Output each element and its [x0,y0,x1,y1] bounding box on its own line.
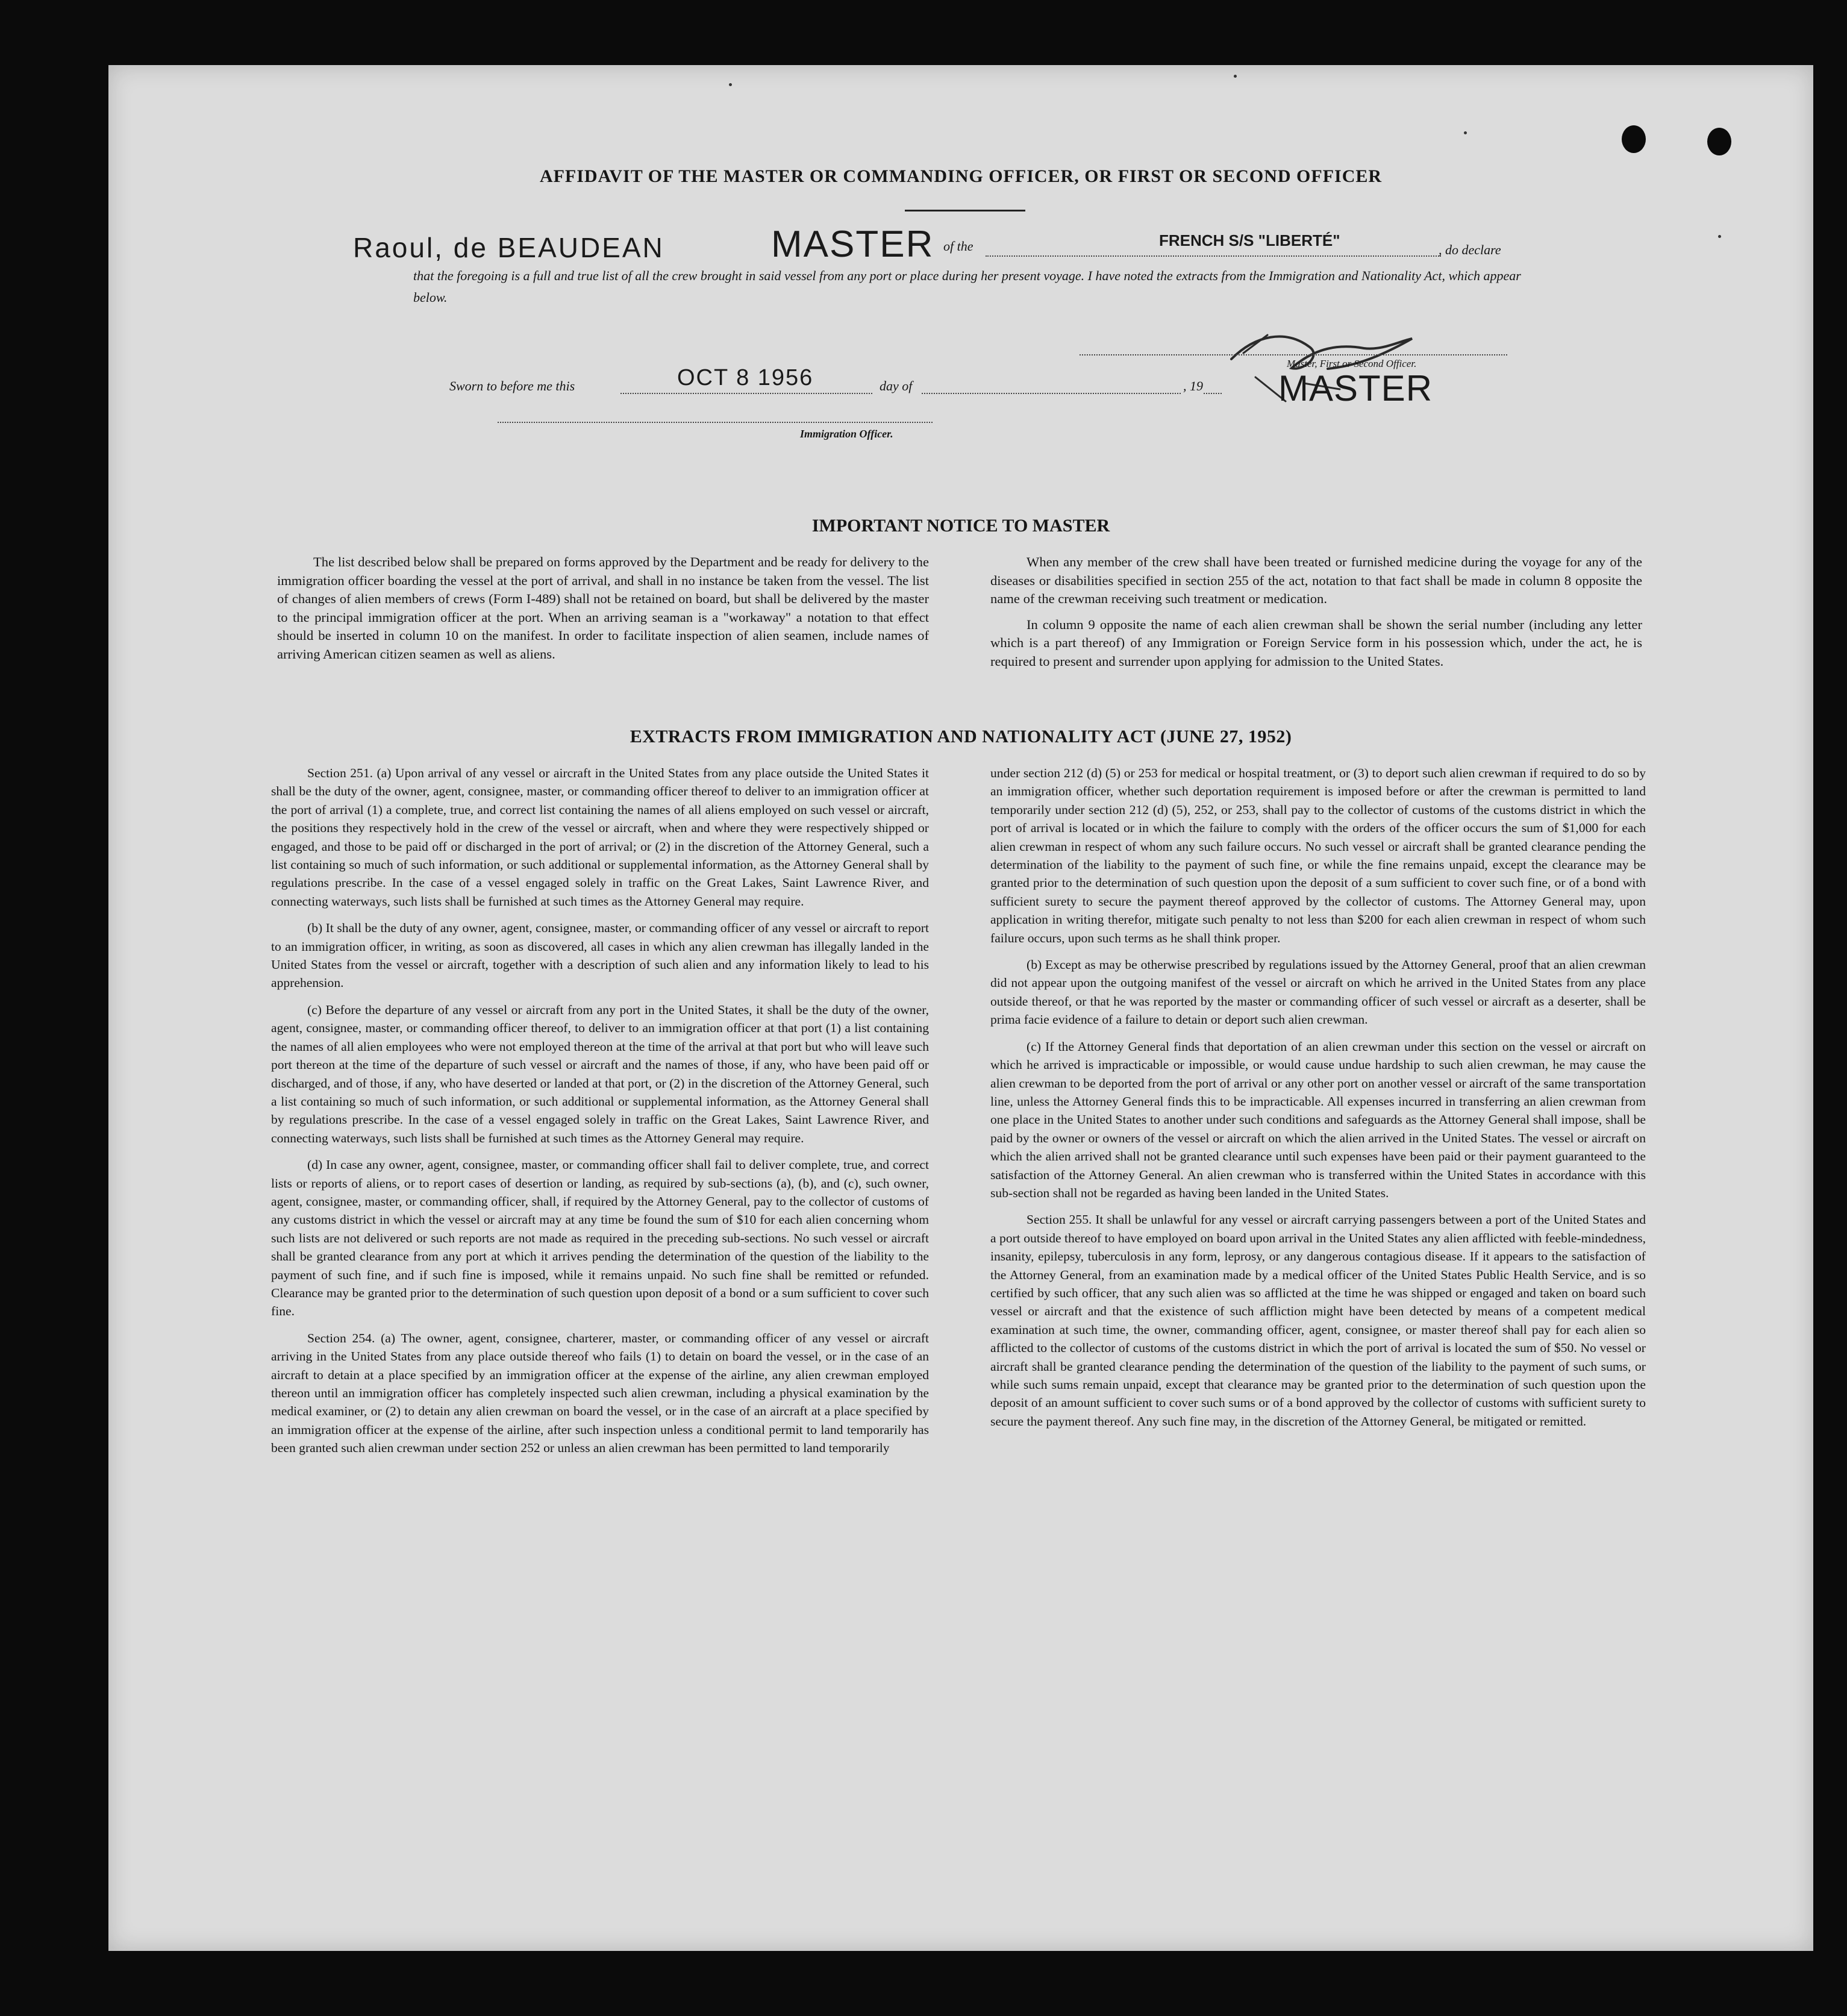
master-name-stamp: Raoul, de BEAUDEAN [353,232,664,263]
notice-right-column [990,553,1642,678]
extracts-right-column [990,764,1646,1439]
vessel-name-stamp: FRENCH S/S "LIBERTÉ" [1159,231,1340,249]
document-page [108,65,1813,1951]
affidavit-title: AFFIDAVIT OF THE MASTER OR COMMANDING OFFICER, OR FIRST OR SECOND OFFICER [539,166,1383,186]
title-divider [905,210,1025,211]
rank-stamp: MASTER [771,224,934,265]
speck [729,83,732,86]
law-paragraph: (b) Except as may be otherwise prescribed by regulations issued by the Attorney General, proof that an alien crewman did not appear upon the outgoing manifest of the vessel or aircraft on which he arrived in the United States from any place outside thereof, or that he was reported by the master or commanding officer of such vessel or aircraft as a deserter, shall be prima facie evidence of a failure to detain or deport such alien crewman. [990,957,1646,1027]
sworn-label: Sworn to before me this [449,378,575,393]
year-label: , 19 [1183,378,1203,393]
officer-signature-line [498,422,933,423]
notice-paragraph: In column 9 opposite the name of each alien crewman shall be shown the serial number (including any letter which is a part thereof) of any Immigration or Foreign Service form in his possession which, under the act, he is required to present and surrender upon applying for admission to the United States. [990,616,1642,669]
year-line [1204,393,1222,394]
law-paragraph: Section 255. It shall be unlawful for any vessel or aircraft carrying passengers between a port of the United States and a port outside thereof to have employed on board upon arrival in the United States any alien afflicted with feeble-mindedness, insanity, epilepsy, tuberculosis in any form, leprosy, or any dangerous contagious disease. If it appears to the satisfaction of the Attorney General, from an examination made by a medical officer of the United States Public Health Service, and is so certified by such officer, that any such alien was so afflicted at the time he was shipped or engaged and taken on board such vessel or aircraft and that the existence of such affliction might have been detected by means of a competent medical examination at such time, the owner, commanding officer, agent, consignee, or master thereof shall pay for each alien so afflicted to the collector of customs of the customs district in which the port of arrival is located the sum of $50. No vessel or aircraft shall be granted clearance pending the determination of the question of the liability to the payment of such sums, or while such sums remain unpaid, except that clearance may be granted prior to the determination of such question upon the deposit of an amount sufficient to cover such sums or of a bond approved by the collector of customs with sufficient surety to secure the payment thereof. Any such fine may, in the discretion of the Attorney General, be mitigated or remitted. [990,1212,1646,1429]
signer-rank-stamp: MASTER [1278,368,1433,409]
speck [1464,131,1467,134]
day-of-label: day of [880,378,913,393]
month-line [922,393,1181,394]
signer-label: Master, First or Second Officer. [1287,358,1417,369]
officer-label: Immigration Officer. [800,428,893,440]
date-stamp: OCT 8 1956 [677,365,814,390]
date-line [620,393,872,394]
punch-hole [1622,125,1646,153]
law-paragraph: (c) If the Attorney General finds that deportation of an alien crewman under this section on the vessel or aircraft on which he arrived is impracticable or impossible, or would cause undue hardship to such alien crewman, he may cause the alien crewman to be deported from the port of arrival or any other port on another vessel or aircraft of the same transportation line, unless the Attorney General finds this to be impracticable. All expenses incurred in transferring an alien crewman from one place in the United States to another under such conditions and safeguards as the Attorney General shall impose, shall be paid by the owner or owners of the vessel or aircraft on which the alien arrived in the United States. The vessel or aircraft on which the alien arrived shall not be granted clearance until such expenses have been paid or their payment guaranteed to the satisfaction of the Attorney General. An alien crewman who is transferred within the United States in accordance with this sub-section shall not be regarded as having been landed in the United States. [990,1039,1646,1200]
law-paragraph: Section 251. (a) Upon arrival of any vessel or aircraft in the United States from any place outside the United States it shall be the duty of the owner, agent, consignee, master, or commanding officer thereof to deliver to an immigration officer at the port of arrival (1) a complete, true, and correct list containing the names of all aliens employed on such vessel or aircraft, the positions they respectively hold in the crew of the vessel or aircraft, when and where they were respectively shipped or engaged, and those to be paid off or discharged in the port of arrival; or (2) in the discretion of the Attorney General, such a list containing so much of such information, or such additional or supplemental information, as the Attorney General shall by regulations prescribe. In the case of a vessel engaged solely in traffic on the Great Lakes, Saint Lawrence River, and connecting waterways, such lists shall be furnished at such times as the Attorney General may require. [271,766,929,909]
notice-left-column [277,553,929,671]
extracts-left-column [271,764,929,1466]
declaration-text: that the foregoing is a full and true list of all the crew brought in said vessel from any port or place during her present voyage. I have noted the extracts from the Immigration and Nationality Act, which appear below. [413,268,1521,305]
notice-paragraph: When any member of the crew shall have been treated or furnished medicine during the voyage for any of the diseases or disabilities specified in section 255 of the act, notation to that fact shall be made in column 8 opposite the name of the crewman receiving such treatment or medication. [990,554,1642,607]
law-paragraph: under section 212 (d) (5) or 253 for medical or hospital treatment, or (3) to deport such alien crewman if required to do so by an immigration officer, whether such deportation requirement is imposed before or after the crewman is permitted to land temporarily under section 212 (d) (5), 252, or 253, shall pay to the collector of customs of the customs district in which the port of arrival is located or in which the failure to comply with the orders of the officer occurs the sum of $1,000 for each alien crewman in respect of whom any such failure occurs. No such vessel or aircraft shall be granted clearance pending the determination of the liability to the payment of such fine, or while the fine remains unpaid, except the clearance may be granted prior to the determination of such question upon the deposit of a sum sufficient to cover such fine, or of a bond with sufficient surety to secure the payment thereof approved by the collector of customs. The Attorney General may, upon application in writing therefor, mitigate such penalty to not less than $200 for each alien crewman in respect of whom such failure occurs, upon such terms as he shall think proper. [990,766,1646,945]
notice-title: IMPORTANT NOTICE TO MASTER [811,516,1110,536]
notice-paragraph: The list described below shall be prepared on forms approved by the Department and be ready for delivery to the immigration officer boarding the vessel at the port of arrival, and shall in no instance be taken from the vessel. The list of changes of alien members of crews (Form I-489) shall not be retained on board, but shall be delivered by the master to the principal immigration officer at the port. When an arriving seaman is a "workaway" a notation to that effect should be inserted in column 10 on the manifest. In order to facilitate inspection of alien seamen, include names of arriving American citizen seamen as well as aliens. [277,554,929,662]
declare-label: , do declare [1439,242,1501,257]
punch-hole [1707,128,1731,155]
law-paragraph: (c) Before the departure of any vessel or aircraft from any port in the United States, it shall be the duty of the owner, agent, consignee, master, or commanding officer thereof, to deliver to an immigration officer at that port (1) a list containing the names of all alien employees who were not employed thereon at the time of the arrival at that port but who will leave such port thereon at the time of the departure of such vessel or aircraft and the names of those, if any, who have been paid off or discharged, and of those, if any, who have deserted or landed at that port, or (2) in the discretion of the Attorney General, such a list containing so much of such information, or such additional or supplemental information, as the Attorney General shall by regulations prescribe. In the case of a vessel engaged solely in traffic on the Great Lakes, Saint Lawrence River, and connecting waterways, such lists shall be furnished at such times as the Attorney General may require. [271,1002,929,1145]
extracts-title: EXTRACTS FROM IMMIGRATION AND NATIONALITY ACT (JUNE 27, 1952) [630,727,1292,747]
of-the-label: of the [943,239,974,254]
law-paragraph: (b) It shall be the duty of any owner, agent, consignee, master, or commanding officer of any vessel or aircraft to report to an immigration officer, in writing, as soon as discovered, all cases in which any alien crewman has illegally landed in the United States from the vessel or aircraft, together with a description of such alien and any information likely to lead to his apprehension. [271,921,929,991]
law-paragraph: (d) In case any owner, agent, consignee, master, or commanding officer shall fail to deliver complete, true, and correct lists or reports of aliens, or to report cases of desertion or landing, as required by sub-sections (a), (b), and (c), such owner, agent, consignee, master, or commanding officer, shall, if required by the Attorney General, pay to the collector of customs of any customs district in which the vessel or aircraft may at any time be found the sum of $10 for each alien concerning whom such lists are not delivered or such reports are not made as required in the preceding sub-sections. No such vessel or aircraft shall be granted clearance from any port at which it arrives pending the determination of the question of the liability to the payment of such fine, and if such fine is imposed, while it remains unpaid. No such fine shall be remitted or refunded. Clearance may be granted prior to the determination of such question upon deposit of a bond or a sum sufficient to cover such fine. [271,1157,929,1319]
speck [1718,235,1721,238]
vessel-line [986,255,1441,257]
speck [1234,75,1237,78]
law-paragraph: Section 254. (a) The owner, agent, consignee, charterer, master, or commanding officer of any vessel or aircraft arriving in the United States from any place outside thereof who fails (1) to detain on board the vessel, or in the case of an aircraft to detain at a place specified by an immigration officer at the expense of the airline, any alien crewman employed thereon until an immigration officer has completely inspected such alien crewman, including a physical examination by the medical examiner, or (2) to detain any alien crewman on board the vessel, or in the case of an aircraft at a place specified by an immigration officer at the expense of the airline, after such inspection unless a conditional permit to land temporarily has been granted such alien crewman under section 252 or unless an alien crewman has been permitted to land temporarily [271,1330,929,1456]
signature-line [1080,354,1507,355]
